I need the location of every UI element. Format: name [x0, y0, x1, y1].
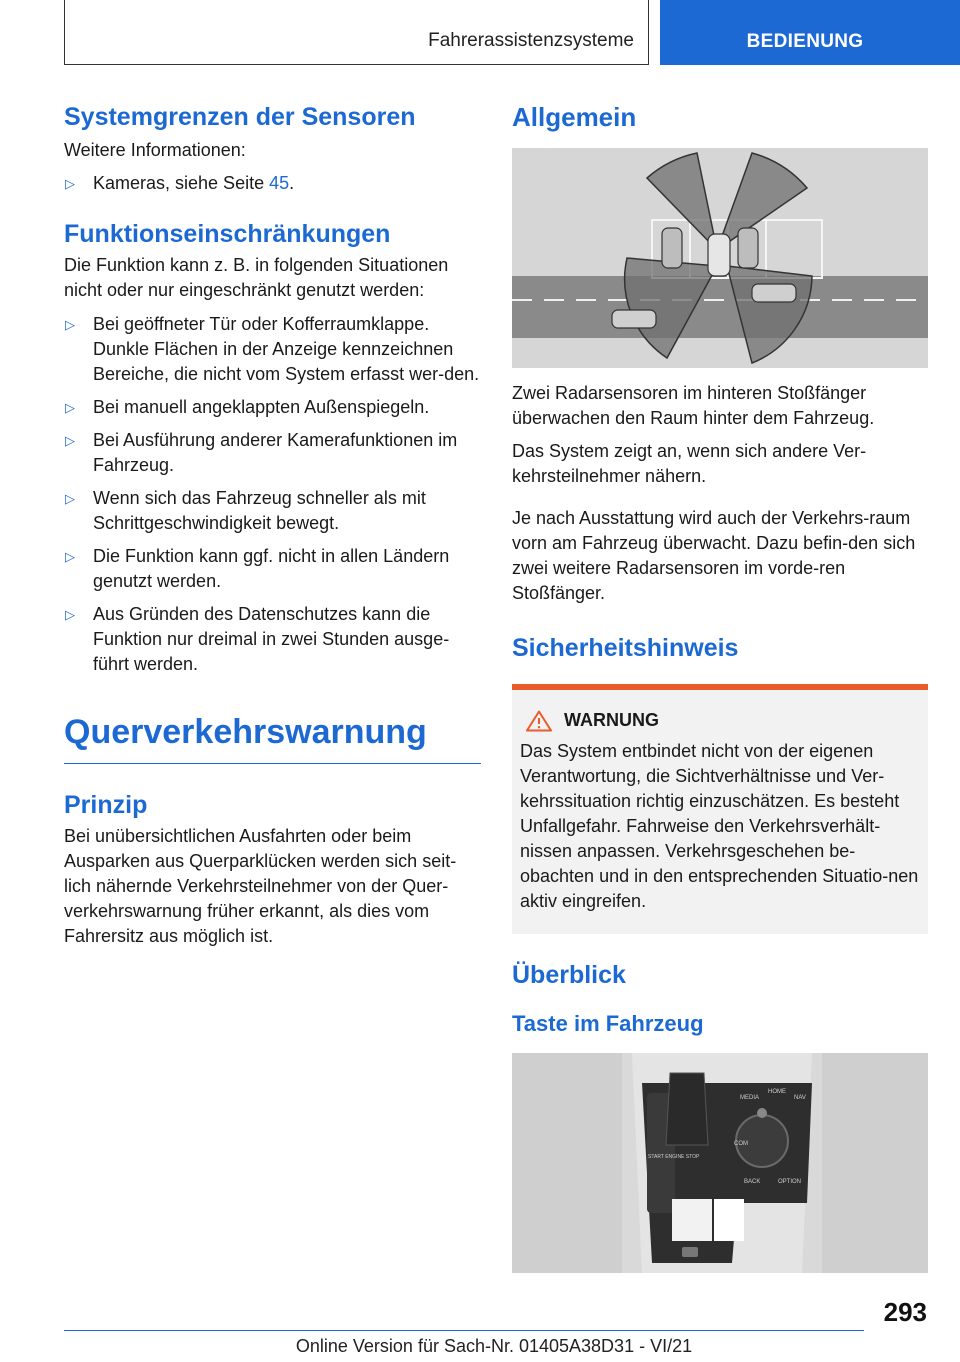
- restrictions-heading: Funktionseinschränkungen: [64, 220, 391, 248]
- principle-text: Bei unübersichtlichen Ausfahrten oder beim Ausparken aus Querparklücken werden sich seit-lich nähernde Verkehrsteilnehmer von der Quer-verkehrswarnung früher erkannt, als dies vom Fahrersitz aus möglich ist.: [64, 826, 457, 946]
- list-item: ▷ Kameras, siehe Seite 45.: [64, 171, 481, 196]
- principle-heading: Prinzip: [64, 791, 148, 819]
- bullet-triangle-icon: ▷: [65, 607, 75, 622]
- console-label-option: OPTION: [778, 1179, 802, 1185]
- header-chapter-label: BEDIENUNG: [746, 31, 864, 52]
- bullet-triangle-icon: ▷: [65, 433, 75, 448]
- overview-subheading: Taste im Fahrzeug: [512, 1011, 704, 1036]
- console-photo: [512, 1053, 928, 1273]
- console-label-back: BACK: [744, 1179, 761, 1185]
- sensor-limits-list: [64, 171, 481, 196]
- header-section-title: Fahrerassistenzsysteme: [428, 30, 634, 51]
- general-para-3: Je nach Ausstattung wird auch der Verkehrs-raum vorn am Fahrzeug überwacht. Dazu befin-den sich zwei weitere Radarsensoren im vorde-ren Stoßfänger.: [512, 508, 916, 603]
- right-column: [512, 100, 928, 1273]
- header-section-tab: [64, 0, 649, 65]
- footer-divider: [64, 1330, 864, 1331]
- bullet-triangle-icon: ▷: [65, 176, 75, 191]
- console-label-media: MEDIA: [740, 1095, 760, 1101]
- safety-heading: Sicherheitshinweis: [512, 634, 739, 662]
- sensor-limits-intro: Weitere Informationen:: [64, 140, 246, 160]
- list-item: ▷ Bei geöffneter Tür oder Kofferraumklappe. Dunkle Flächen in der Anzeige kennzeichnen Bereiche, die nicht vom System erfasst wer-den.: [65, 314, 480, 384]
- bullet-triangle-icon: ▷: [65, 491, 75, 506]
- sensor-limits-heading: Systemgrenzen der Sensoren: [64, 103, 416, 131]
- header-chapter-tab[interactable]: [660, 0, 960, 65]
- page-link[interactable]: 45: [269, 173, 290, 193]
- warning-header: [520, 708, 920, 733]
- warning-label: WARNUNG: [564, 710, 659, 730]
- restrictions-list: [64, 312, 481, 677]
- bullet-triangle-icon: ▷: [65, 317, 75, 332]
- chapter-title: Querverkehrswarnung: [64, 713, 427, 751]
- footer-online-version: Online Version für Sach-Nr. 01405A38D31 - VI/21: [295, 1336, 693, 1356]
- console-label-com: COM: [734, 1141, 748, 1147]
- console-photo-svg: [512, 1053, 928, 1273]
- console-label-start: START ENGINE STOP: [648, 1154, 700, 1160]
- console-label-home: HOME: [768, 1089, 786, 1095]
- warning-text: Das System entbindet nicht von der eigenen Verantwortung, die Sichtverhältnisse und Ver-kehrssituation richtig einzuschätzen. Es besteht Unfallgefahr. Fahrweise den Verkehrsverhält-nissen anpassen. Verkehrsgeschehen be-obachten und in den entsprechenden Situatio-nen aktiv eingreifen.: [520, 741, 919, 911]
- bullet-triangle-icon: ▷: [65, 549, 75, 564]
- bullet-triangle-icon: ▷: [65, 400, 75, 415]
- list-item: ▷ Die Funktion kann ggf. nicht in allen Ländern genutzt werden.: [65, 546, 450, 591]
- restrictions-intro: Die Funktion kann z. B. in folgenden Situationen nicht oder nur eingeschränkt genutzt werden:: [64, 255, 449, 300]
- radar-diagram: [512, 148, 928, 368]
- general-para-1: Zwei Radarsensoren im hinteren Stoßfänger überwachen den Raum hinter dem Fahrzeug.: [512, 383, 875, 428]
- radar-diagram-svg: [512, 148, 928, 368]
- warning-box: [512, 684, 928, 934]
- general-heading: Allgemein: [512, 102, 637, 132]
- list-item: ▷ Wenn sich das Fahrzeug schneller als mit Schrittgeschwindigkeit bewegt.: [65, 488, 426, 533]
- list-item: ▷ Bei Ausführung anderer Kamerafunktionen im Fahrzeug.: [65, 430, 458, 475]
- warning-triangle-icon: [526, 710, 552, 732]
- list-item: ▷ Bei manuell angeklappten Außenspiegeln.: [64, 395, 481, 420]
- console-label-nav: NAV: [794, 1095, 806, 1101]
- general-para-2: Das System zeigt an, wenn sich andere Ver-kehrsteilnehmer nähern.: [512, 441, 867, 486]
- list-item: ▷ Aus Gründen des Datenschutzes kann die Funktion nur dreimal in zwei Stunden ausge-führt werden.: [65, 604, 450, 674]
- page-number: 293: [883, 1297, 927, 1327]
- overview-heading: Überblick: [512, 961, 626, 989]
- left-column: [64, 100, 481, 949]
- chapter-title-block: [64, 709, 481, 764]
